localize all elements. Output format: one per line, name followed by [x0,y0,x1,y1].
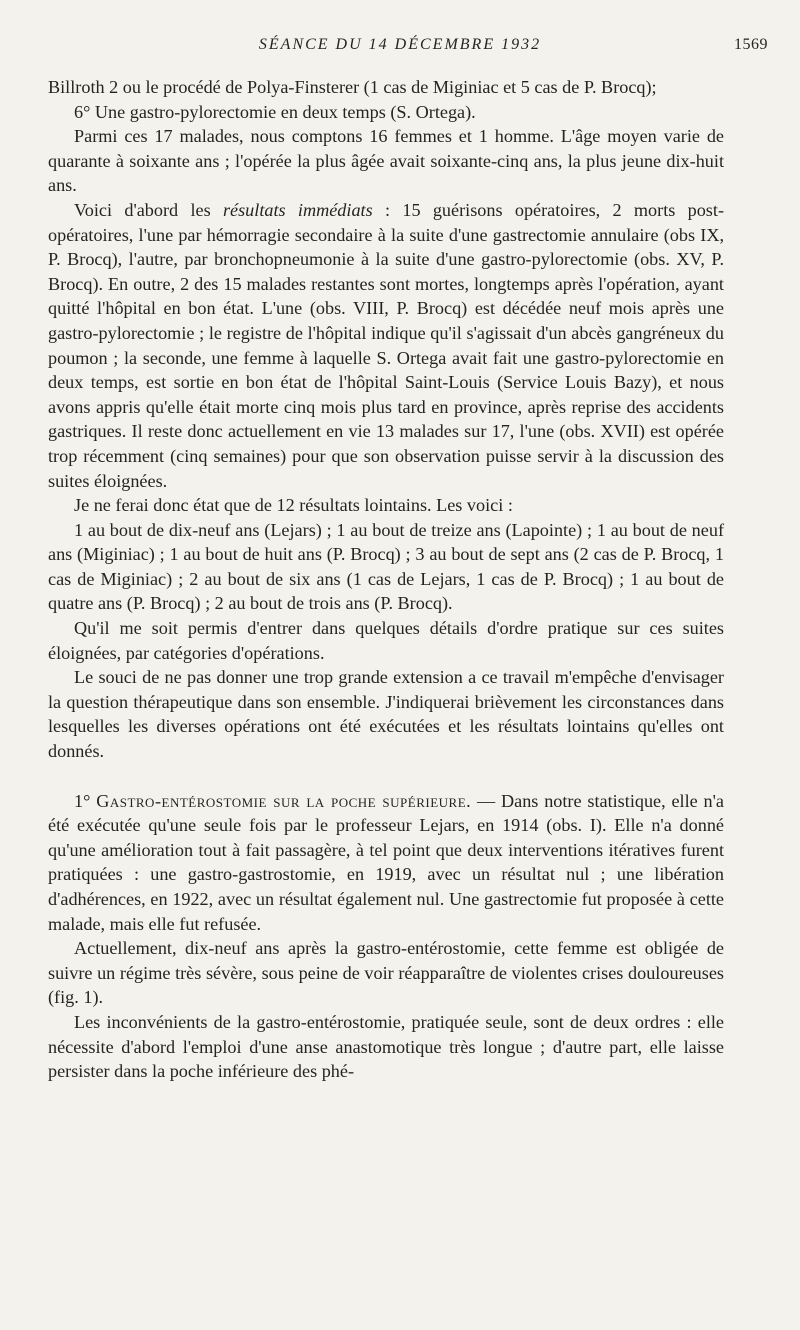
page-header [0,36,800,60]
section-paragraph [48,789,724,937]
paragraph: Actuellement, dix-neuf ans après la gastro-entérostomie, cette femme est obligée de suivre un régime très sévère, sous peine de voir réapparaître de violentes crises douloureuses (fig. 1). [48,938,724,1008]
section-spacer [48,764,724,789]
page-number: 1569 [734,36,768,53]
paragraph: Qu'il me soit permis d'entrer dans quelques détails d'ordre pratique sur ces suites éloignées, par catégories d'opérations. [48,618,724,663]
body-text [48,75,724,1084]
section-number: 1° [74,790,91,811]
paragraph: 1 au bout de dix-neuf ans (Lejars) ; 1 au bout de treize ans (Lapointe) ; 1 au bout de neuf ans (Miginiac) ; 1 au bout de huit ans (P. Brocq) ; 3 au bout de sept ans (2 cas de P. Brocq, 1 cas de Miginiac) ; 2 au bout de six ans (1 cas de Lejars, 1 cas de P. Brocq) ; 1 au bout de quatre ans (P. Brocq) ; 2 au bout de trois ans (P. Brocq). [48,519,724,614]
text-run: : 15 guérisons opératoires, 2 morts post-opératoires, l'une par hémorragie secondaire à la suite d'une gastrectomie annulaire (obs IX, P. Brocq), l'autre, par bronchopneumonie à la suite d'une gastro-pylorectomie (obs. XV, P. Brocq). En outre, 2 des 15 malades restantes sont mortes, longtemps après l'opération, ayant quitté l'hôpital en bon état. L'une (obs. VIII, P. Brocq) est décédée neuf mois après une gastro-pylorectomie ; le registre de l'hôpital indique qu'il s'agissait d'un abcès gangréneux du poumon ; la seconde, une femme à laquelle S. Ortega avait fait une gastro-pylorectomie en deux temps, est sortie en bon état de l'hôpital Saint-Louis (Service Louis Bazy), et nous avons appris qu'elle était morte cinq mois plus tard en province, après reprise des accidents gastriques. Il reste donc actuellement en vie 13 malades sur 17, l'une (obs. XVII) est opérée trop récemment (cinq semaines) pour que son observation puisse servir à la discussion des suites éloignées. [48,199,724,491]
emphasis: résultats immédiats [222,199,373,220]
paragraph: Je ne ferai donc état que de 12 résultats lointains. Les voici : [74,495,513,516]
section-heading: Gastro-entérostomie sur la poche supérieure. [96,790,472,811]
running-head: SÉANCE DU 14 DÉCEMBRE 1932 [258,36,542,53]
paragraph [48,198,724,493]
paragraph: Le souci de ne pas donner une trop grande extension a ce travail m'empêche d'envisager la question thérapeutique dans son ensemble. J'indiquerai brièvement les circonstances dans lesquelles les diverses opérations ont été exécutées et les résultats lointains qu'elles ont donnés. [48,667,724,762]
paragraph: 6° Une gastro-pylorectomie en deux temps (S. Ortega). [74,101,476,122]
paragraph: Parmi ces 17 malades, nous comptons 16 femmes et 1 homme. L'âge moyen varie de quarante à soixante ans ; l'opérée la plus âgée avait soixante-cinq ans, la plus jeune dix-huit ans. [48,126,724,196]
section-text: — Dans notre statistique, elle n'a été exécutée qu'une seule fois par le professeur Lejars, en 1914 (obs. I). Elle n'a donné qu'une amélioration tout à fait passagère, à tel point que deux interventions itératives furent pratiquées : une gastro-gastrostomie, en 1919, avec un résultat nul ; une libération d'adhérences, en 1922, avec un résultat également nul. Une gastrectomie fut proposée à cette malade, mais elle fut refusée. [48,790,724,934]
paragraph: Les inconvénients de la gastro-entérostomie, pratiquée seule, sont de deux ordres : elle nécessite d'abord l'emploi d'une anse anastomotique très longue ; d'autre part, elle laisse persister dans la poche inférieure des phé- [48,1011,724,1082]
text-run: Voici d'abord les [74,199,223,220]
paragraph: Billroth 2 ou le procédé de Polya-Finsterer (1 cas de Miginiac et 5 cas de P. Brocq); [48,77,657,97]
